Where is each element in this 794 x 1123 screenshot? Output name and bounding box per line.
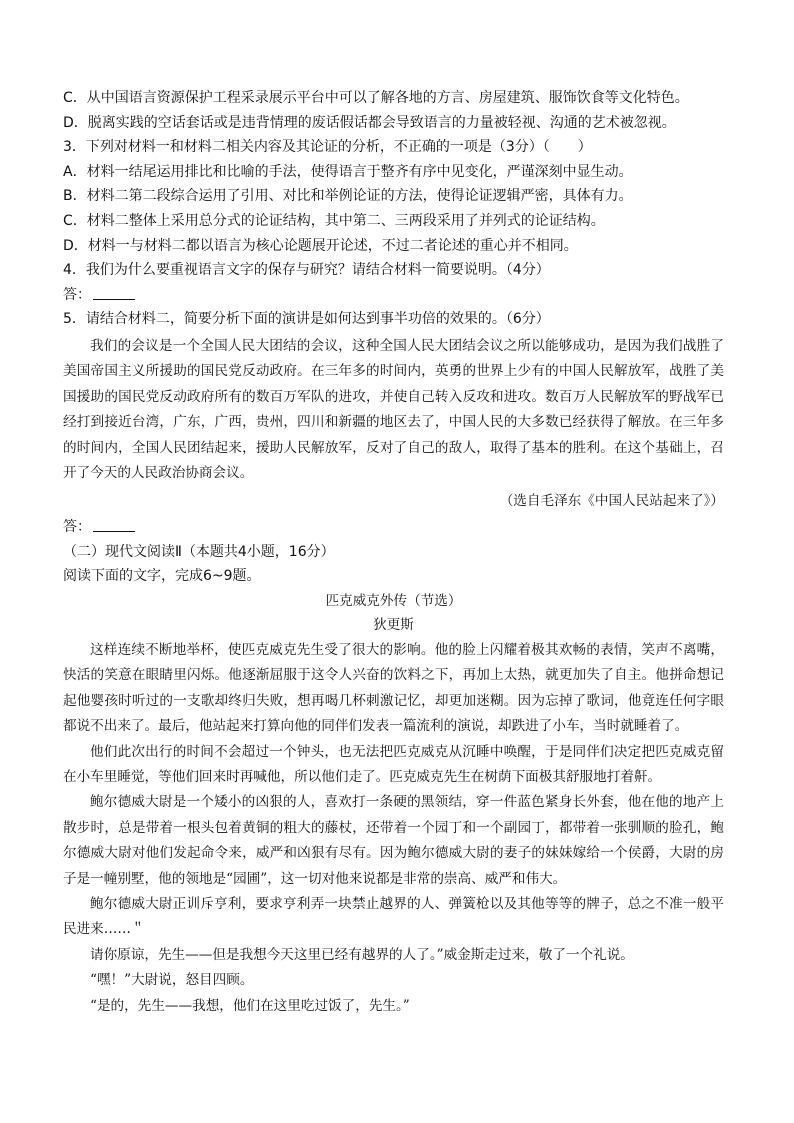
answer-line-q5 [63, 515, 724, 540]
speech-quote [63, 334, 724, 487]
story-body [63, 638, 724, 1019]
speech-source: （选自毛泽东《中国人民站起来了》） [499, 492, 724, 509]
story-paragraph: 这样连续不断地举杯，使匹克威克先生受了很大的影响。他的脸上闪耀着极其欢畅的表情，笑声不离嘴，快活的笑意在眼睛里闪烁。他逐渐屈服于这令人兴奋的饮料之下，再加上太热，就更加失了自主。他拼命想记起他婴孩时听过的一支歌却终归失败，想再喝几杯刺激记忆，却更加迷糊。因为忘掉了歌词，他竟连任何字眼都说不出来了。最后，他站起来打算向他的同伴们发表一篇流利的演说，却跌进了小车，当时就睡着了。 [63, 641, 724, 735]
story-paragraph: 他们此次出行的时间不会超过一个钟头，也无法把匹克威克从沉睡中唤醒，于是同伴们决定把匹克威克留在小车里睡觉，等他们回来时再喊他，所以他们走了。匹克威克先生在树荫下面极其舒服地打着鼾。 [63, 743, 724, 785]
section-title: （二）现代文阅读Ⅱ（本题共4小题，16分） [63, 543, 335, 560]
answer-line-q4 [63, 283, 724, 308]
story-paragraph: 鲍尔德威大尉正训斥亨利，要求亨利弄一块禁止越界的人、弹簧枪以及其他等等的牌子，总之不准一般平民进来……＂ [63, 895, 724, 938]
story-paragraph: 请你原谅，先生——但是我想今天这里已经有越界的人了。”威金斯走过来，敬了一个礼说。 [90, 946, 634, 963]
story-title: 匹克威克外传（节选） [325, 592, 462, 609]
answer-blank[interactable] [93, 517, 135, 532]
answer-label: 答： [63, 518, 91, 535]
option-a-q3: A．材料一结尾运用排比和比喻的手法，使得语言于整齐有序中见变化，严谨深刻中显生动。 [63, 163, 633, 180]
answer-label: 答： [63, 286, 91, 303]
option-b-q3: B．材料二第二段综合运用了引用、对比和举例论证的方法，使得论证逻辑严密，具体有力。 [63, 188, 633, 205]
option-c-q2: C．从中国语言资源保护工程采录展示平台中可以了解各地的方言、房屋建筑、服饰饮食等文化特色。 [63, 90, 689, 106]
question-5: 5．请结合材料二，简要分析下面的演讲是如何达到事半功倍的效果的。（6分） [63, 311, 550, 328]
option-c-q3: C．材料二整体上采用总分式的论证结构，其中第二、三两段采用了并列式的论证结构。 [63, 212, 605, 229]
question-3: 3．下列对材料一和材料二相关内容及其论证的分析，不正确的一项是（3分）（ ） [63, 139, 592, 156]
question-4: 4．我们为什么要重视语言文字的保存与研究？请结合材料一简要说明。（4分） [63, 262, 550, 279]
story-paragraph: 鲍尔德威大尉是一个矮小的凶狠的人，喜欢打一条硬的黑领结，穿一件蓝色紧身长外套，他在他的地产上散步时，总是带着一根头包着黄铜的粗大的藤杖，还带着一个园丁和一个副园丁，都带着一张驯顺的脸孔，鲍尔德威大尉对他们发起命令来，威严和凶狠有尽有。因为鲍尔德威大尉的妻子的妹妹嫁给一个侯爵，大尉的房子是一幢别墅，他的领地是“园圃”，这一切对他来说都是非常的崇高、威严和伟大。 [63, 794, 724, 887]
answer-blank[interactable] [93, 285, 135, 300]
option-d-q2: D．脱离实践的空话套话或是违背情理的废话假话都会导致语言的力量被轻视、沟通的艺术被忽视。 [63, 114, 676, 131]
reading-instruction: 阅读下面的文字，完成6~9题。 [63, 568, 261, 585]
speech-quote-text: 我们的会议是一个全国人民大团结的会议，这种全国人民大团结会议之所以能够成功，是因为我们战胜了美国帝国主义所援助的国民党反动政府。在三年多的时间内，英勇的世界上少有的中国人民解放军，战胜了美国援助的国民党反动政府所有的数百万军队的进攻，并使自己转入反攻和进攻。数百万人民解放军的野战军已经打到接近台湾，广东，广西，贵州，四川和新疆的地区去了，中国人民的大多数已经获得了解放。在三年多的时间内，全国人民团结起来，援助人民解放军，反对了自己的敌人，取得了基本的胜利。在这个基础上，召开了今天的人民政治协商会议。 [63, 337, 724, 482]
story-author: 狄更斯 [373, 617, 414, 634]
story-paragraph: “嘿！”大尉说，怒目四顾。 [90, 972, 254, 989]
story-paragraph: “是的，先生——我想，他们在这里吃过饭了，先生。” [90, 997, 410, 1014]
option-d-q3: D．材料一与材料二都以语言为核心论题展开论述，不过二者论述的重心并不相同。 [63, 237, 578, 254]
